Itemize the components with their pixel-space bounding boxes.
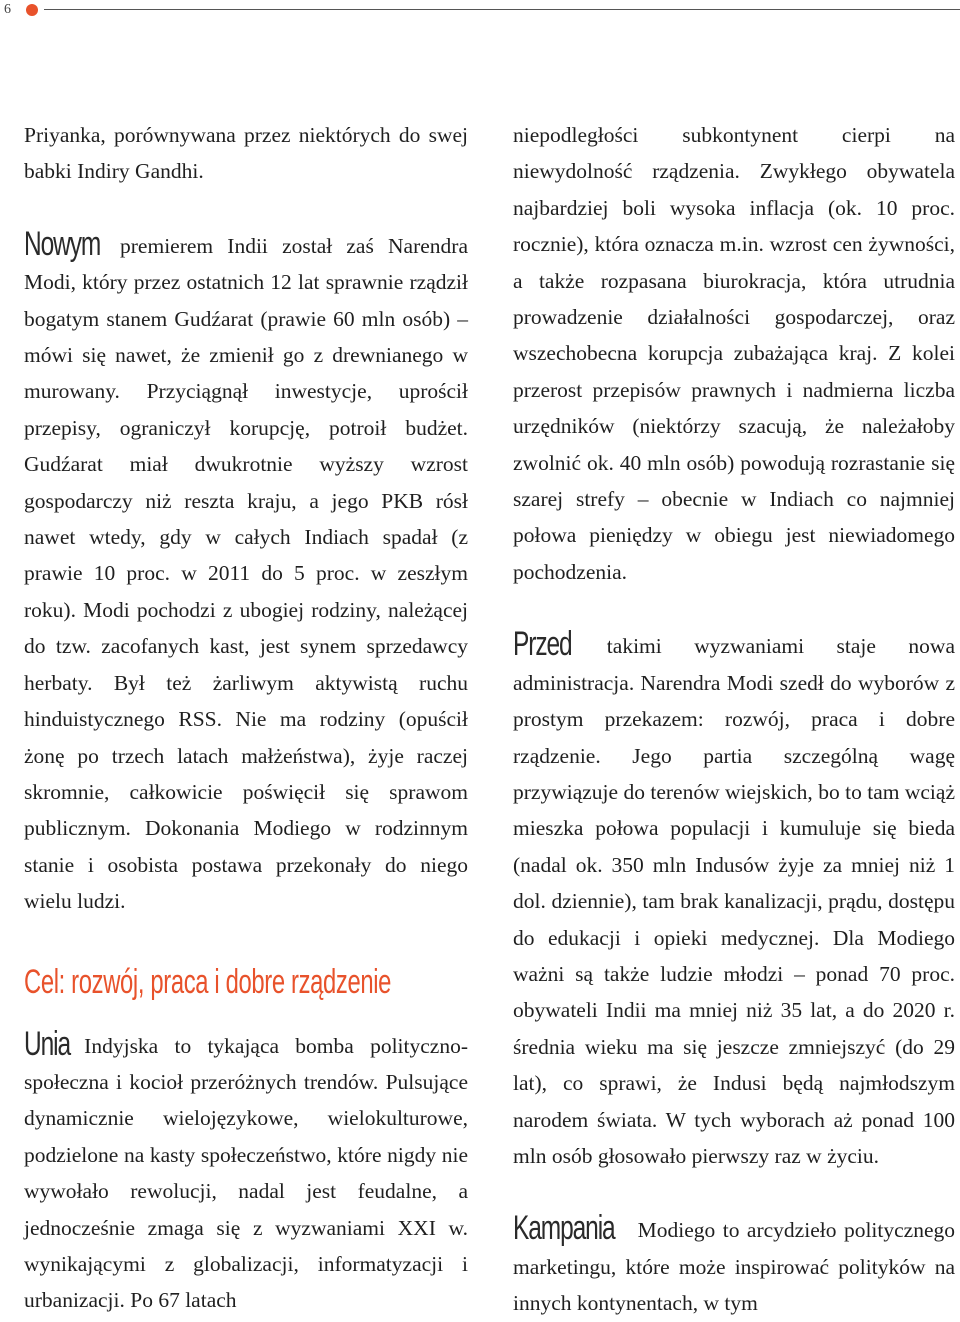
- paragraph-campaign: [513, 1210, 955, 1321]
- page-header: [0, 0, 960, 24]
- lead-word: Nowym: [24, 224, 101, 263]
- section-heading: Cel: rozwój, praca i dobre rządzenie: [24, 962, 392, 1001]
- lead-word: Przed: [513, 625, 572, 664]
- paragraph-modi: [24, 226, 468, 920]
- paragraph-body: premierem Indii został zaś Narendra Modi, który przez ostatnich 12 lat sprawnie rządził bogatym stanem Gudźarat (prawie 60 mln osób) – mówi się nawet, że zmienił go z drewnianego w murowany. Przyciągnął inwestycje, uprościł przepisy, ograniczył korupcję, potroił budżet. Gudźarat miał dwukrotnie wyższy wzrost gospodarczy niż reszta kraju, a jego PKB rósł nawet wtedy, gdy w całych Indiach spadał (z prawie 10 proc. w 2011 do 5 proc. w zeszłym roku). Modi pochodzi z ubogiej rodziny, należącej do tzw. zacofanych kast, jest synem sprzedawcy herbaty. Był też żarliwym aktywistą ruchu hinduistycznego RSS. Nie ma rodziny (opuścił żonę po trzech latach małżeństwa), żyje raczej skromnie, całkowicie poświęcił się sprawom publicznym. Dokonania Modiego w rodzinnym stanie i osobista postawa przekonały do niego wielu ludzi.: [24, 233, 468, 914]
- lead-word: Kampania: [513, 1209, 615, 1248]
- accent-dot-icon: [26, 4, 38, 16]
- left-column: [24, 117, 468, 1319]
- paragraph-body: Indyjska to tykająca bomba polityczno-społeczna i kocioł przeróżnych trendów. Pulsujące dynamicznie wielojęzykowe, wielokulturowe, podzielone na kasty społeczeństwo, które nigdy nie wywołało rewolucji, nadal jest feudalne, a jednocześnie zmaga się z wyzwaniami XXI w. wynikającymi z globalizacji, informatyzacji i urbanizacji. Po 67 latach: [24, 1033, 468, 1313]
- paragraph-independence: niepodległości subkontynent cierpi na niewydolność rządzenia. Zwykłego obywatela najbardziej boli wysoka inflacja (ok. 10 proc. rocznie), która oznacza m.in. wzrost cen żywności, a także rozpasana biurokracja, która utrudnia prowadzenie działalności gospodarczej, oraz wszechobecna korupcja zubażająca kraj. Z kolei przerost przepisów prawnych i nadmierna liczba urzędników (niektórzy szacują, że należałoby zwolnić ok. 40 mln osób) powodują rozrastanie się szarej strefy – obecnie w Indiach co najmniej połowa pieniędzy w obiegu jest niewiadomego pochodzenia.: [513, 123, 955, 584]
- lead-word: Unia: [24, 1024, 71, 1063]
- header-rule: [44, 9, 960, 10]
- right-column: [513, 117, 955, 1322]
- paragraph-challenges: [513, 626, 955, 1174]
- page-number: 6: [4, 2, 11, 17]
- paragraph-body: Modiego to arcydzieło politycznego marketingu, które może inspirować polityków na innych kontynentach, w tym: [513, 1218, 955, 1316]
- paragraph-intro-end: Priyanka, porównywana przez niektórych do swej babki Indiry Gandhi.: [24, 123, 468, 184]
- paragraph-body: takimi wyzwaniami staje nowa administracja. Narendra Modi szedł do wyborów z prostym przekazem: rozwój, praca i dobre rządzenie. Jego partia szczególną wagę przywiązuje do terenów wiejskich, bo to tam wciąż mieszka połowa populacji i kumuluje się bieda (nadal ok. 350 mln Indusów żyje za mniej niż 1 dol. dziennie), tam brak kanalizacji, prądu, dostępu do edukacji i opieki medycznej. Dla Modiego ważni są także ludzie młodzi – ponad 70 proc. obywateli Indii ma mniej niż 35 lat, a do 2020 r. średnia wieku ma się jeszcze zmniejszyć (do 29 lat), co sprawi, że Indusi będą najmłodszym narodem świata. W tych wyborach aż ponad 100 mln osób głosowało pierwszy raz w życiu.: [513, 634, 955, 1168]
- paragraph-union: [24, 1026, 468, 1319]
